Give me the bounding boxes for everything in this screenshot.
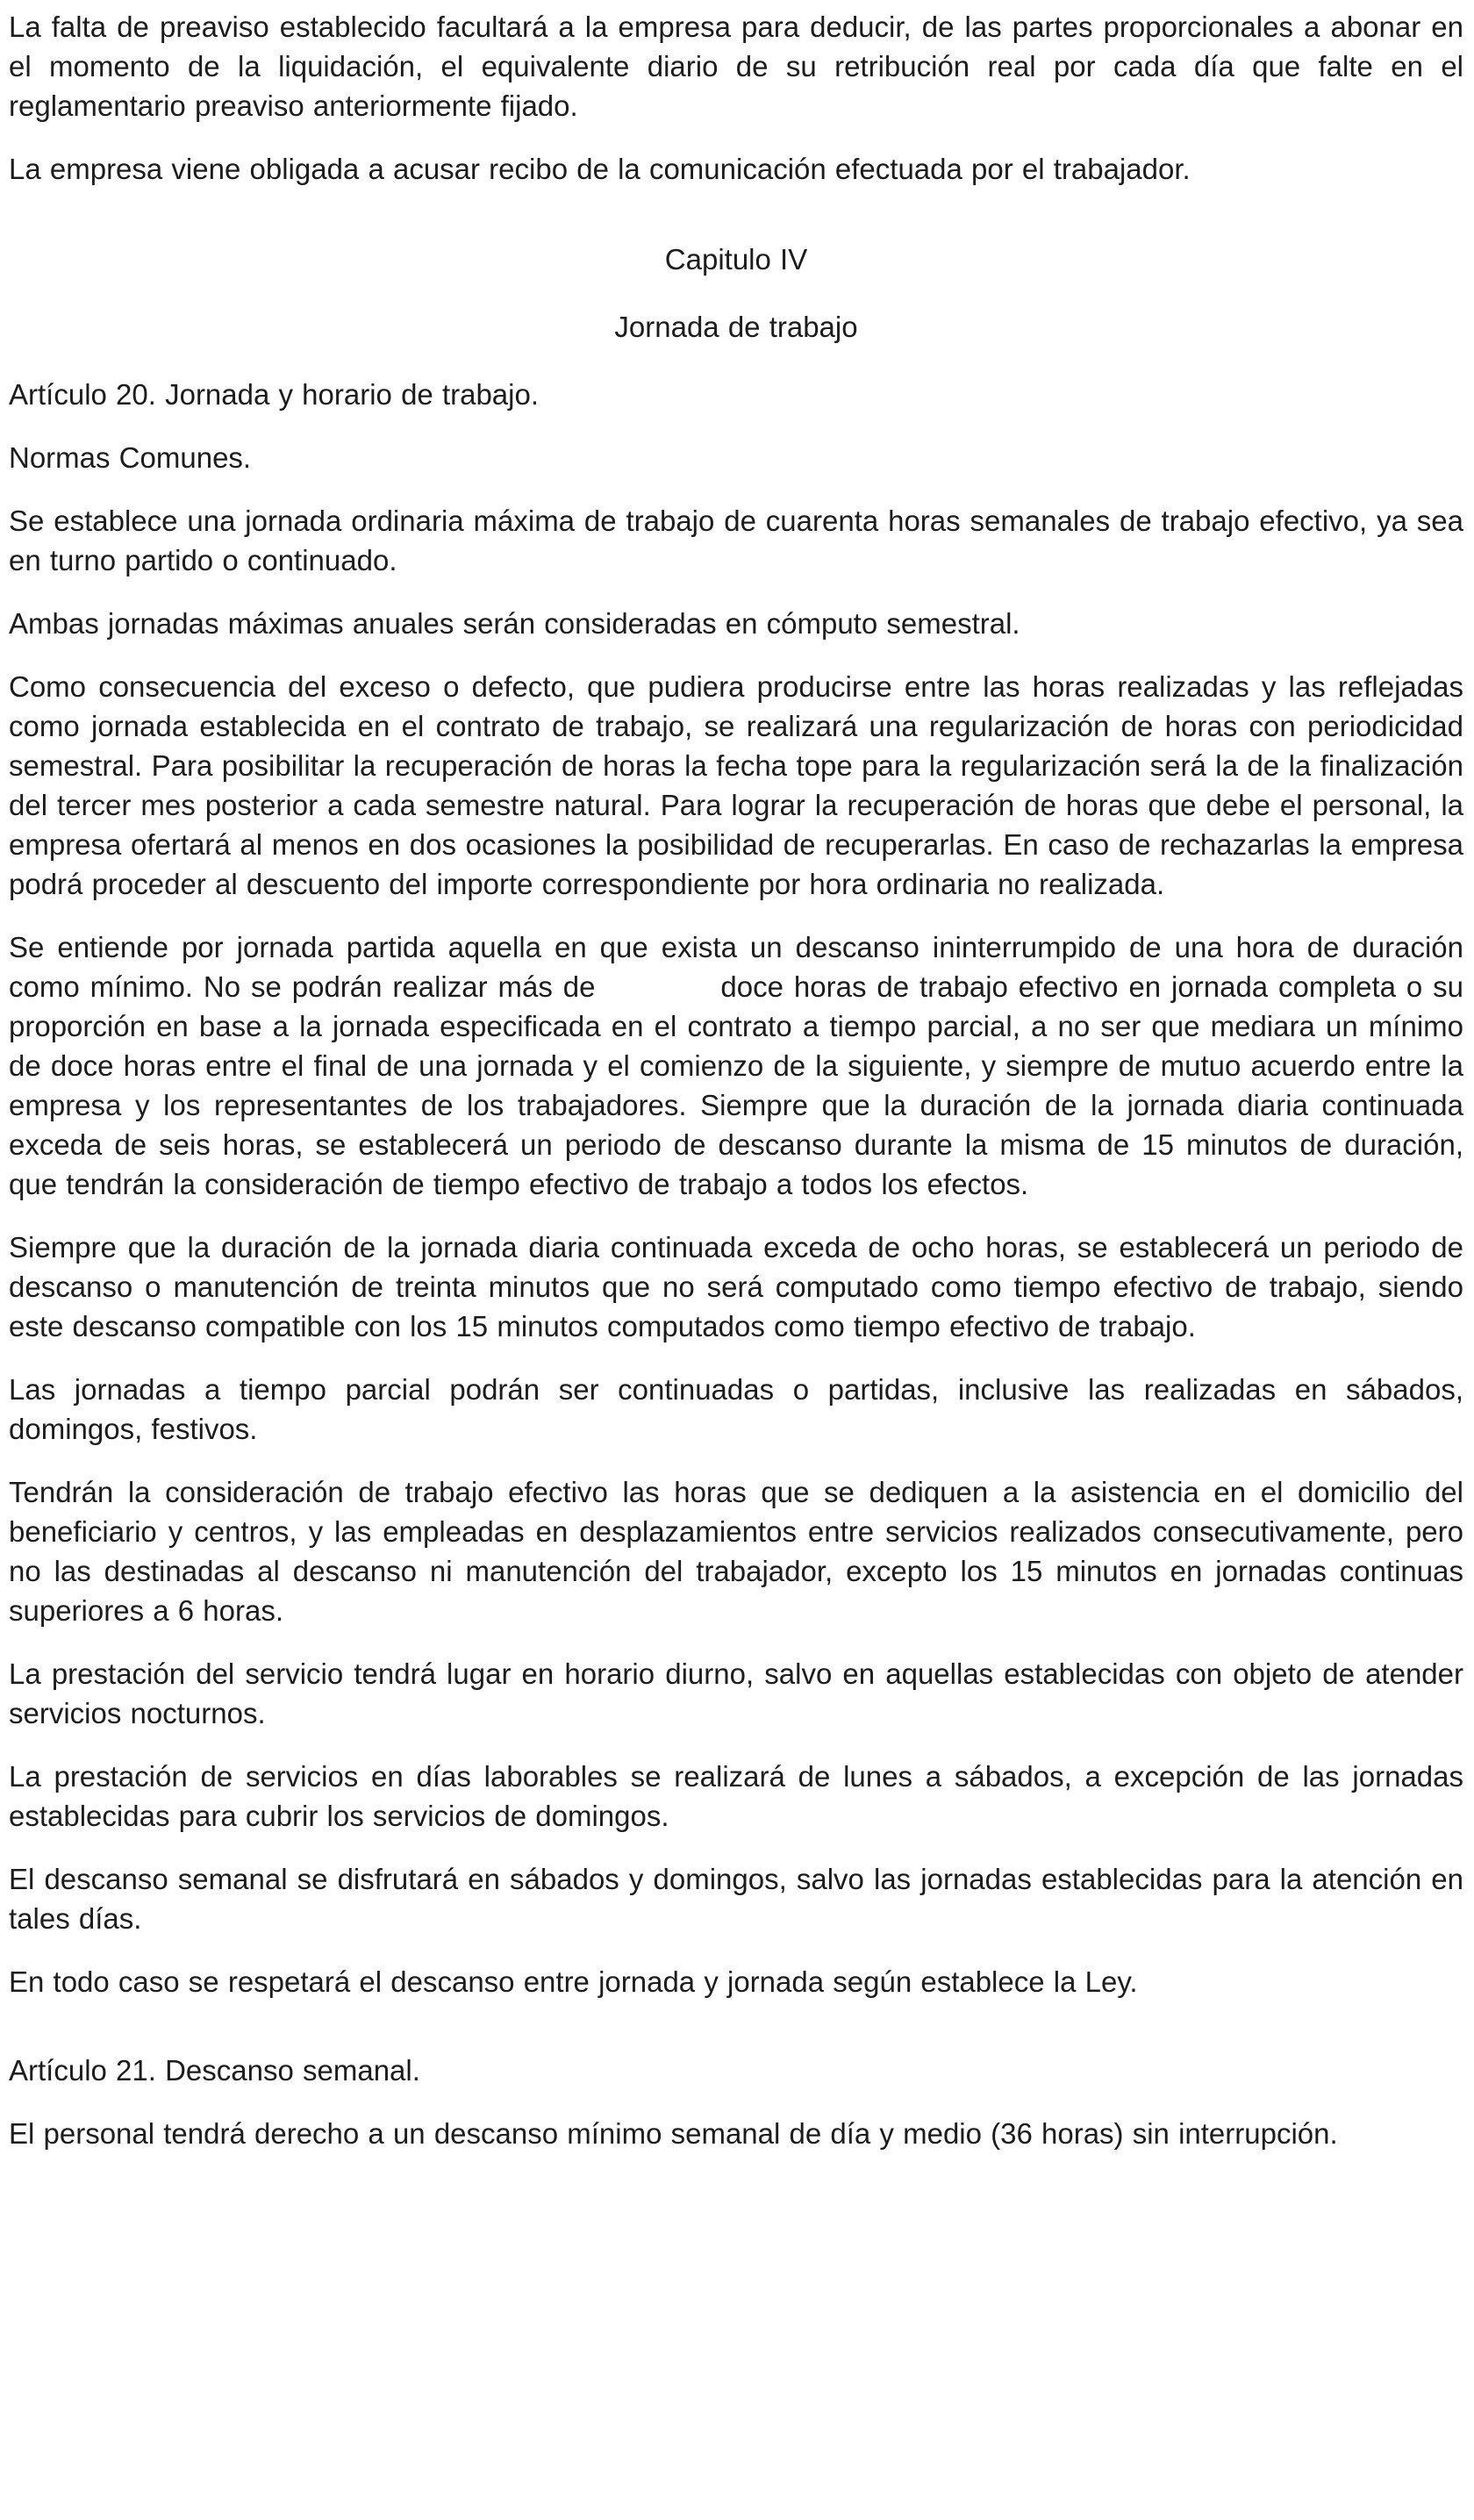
- chapter-heading: Capitulo IV: [664, 243, 808, 276]
- paragraph-descanso-entre-jornadas: En todo caso se respetará el descanso entre jornada y jornada según establece la Ley.: [9, 1965, 1138, 1998]
- paragraph-acuse-recibo: La empresa viene obligada a acusar recibo de la comunicación efectuada por el trabajador.: [9, 153, 1191, 185]
- paragraph-descanso-minimo-semanal: El personal tendrá derecho a un descanso mínimo semanal de día y medio (36 horas) sin interrupción.: [9, 2117, 1338, 2150]
- chapter-subheading: Jornada de trabajo: [614, 311, 858, 343]
- paragraph-trabajo-efectivo: Tendrán la consideración de trabajo efectivo las horas que se dediquen a la asistencia en el domicilio del beneficiario y centros, y las empleadas en desplazamientos entre servicios realizados consecutivamente, pero no las destinadas al descanso ni manutención del trabajador, excepto los 15 minutos en jornadas continuas superiores a 6 horas.: [9, 1476, 1463, 1627]
- paragraph-regularizacion-horas: Como consecuencia del exceso o defecto, que pudiera producirse entre las horas realizadas y las reflejadas como jornada establecida en el contrato de trabajo, se realizará una regularización de horas con periodicidad semestral. Para posibilitar la recuperación de horas la fecha tope para la regularización será la de la finalización del tercer mes posterior a cada semestre natural. Para lograr la recuperación de horas que debe el personal, la empresa ofertará al menos en dos ocasiones la posibilidad de recuperarlas. En caso de rechazarlas la empresa podrá proceder al descuento del importe correspondiente por hora ordinaria no realizada.: [9, 670, 1463, 900]
- paragraph-normas-comunes: Normas Comunes.: [9, 441, 252, 474]
- paragraph-dias-laborables: La prestación de servicios en días laborables se realizará de lunes a sábados, a excepción de las jornadas establecidas para cubrir los servicios de domingos.: [9, 1760, 1463, 1832]
- paragraph-horario-diurno: La prestación del servicio tendrá lugar en horario diurno, salvo en aquellas establecidas con objeto de atender servicios nocturnos.: [9, 1657, 1463, 1729]
- paragraph-descanso-sabados-domingos: El descanso semanal se disfrutará en sábados y domingos, salvo las jornadas establecidas para la atención en tales días.: [9, 1863, 1463, 1935]
- article-20-heading: Artículo 20. Jornada y horario de trabajo.: [9, 378, 540, 411]
- paragraph-tiempo-parcial: Las jornadas a tiempo parcial podrán ser continuadas o partidas, inclusive las realizadas en sábados, domingos, festivos.: [9, 1373, 1463, 1445]
- article-21-heading: Artículo 21. Descanso semanal.: [9, 2054, 420, 2087]
- paragraph-falta-preaviso: La falta de preaviso establecido facultará a la empresa para deducir, de las partes proporcionales a abonar en el momento de la liquidación, el equivalente diario de su retribución real por cada día que falte en el reglamentario preaviso anteriormente fijado.: [9, 11, 1463, 122]
- paragraph-descanso-ocho-horas: Siempre que la duración de la jornada diaria continuada exceda de ocho horas, se establecerá un periodo de descanso o manutención de treinta minutos que no será computado como tiempo efectivo de trabajo, siendo este descanso compatible con los 15 minutos computados como tiempo efectivo de trabajo.: [9, 1231, 1463, 1342]
- paragraph-jornada-ordinaria: Se establece una jornada ordinaria máxima de trabajo de cuarenta horas semanales de trabajo efectivo, ya sea en turno partido o continuado.: [9, 505, 1463, 576]
- paragraph-jornada-partida: Se entiende por jornada partida aquella en que exista un descanso ininterrumpido de una hora de duración como mínimo. No se podrán realizar más de doce horas de trabajo efectivo en jornada completa o su proporción en base a la jornada especificada en el contrato a tiempo parcial, a no ser que mediara un mínimo de doce horas entre el final de una jornada y el comienzo de la siguiente, y siempre de mutuo acuerdo entre la empresa y los representantes de los trabajadores. Siempre que la duración de la jornada diaria continuada exceda de seis horas, se establecerá un periodo de descanso durante la misma de 15 minutos de duración, que tendrán la consideración de tiempo efectivo de trabajo a todos los efectos.: [9, 931, 1463, 1200]
- paragraph-computo-semestral: Ambas jornadas máximas anuales serán consideradas en cómputo semestral.: [9, 607, 1020, 640]
